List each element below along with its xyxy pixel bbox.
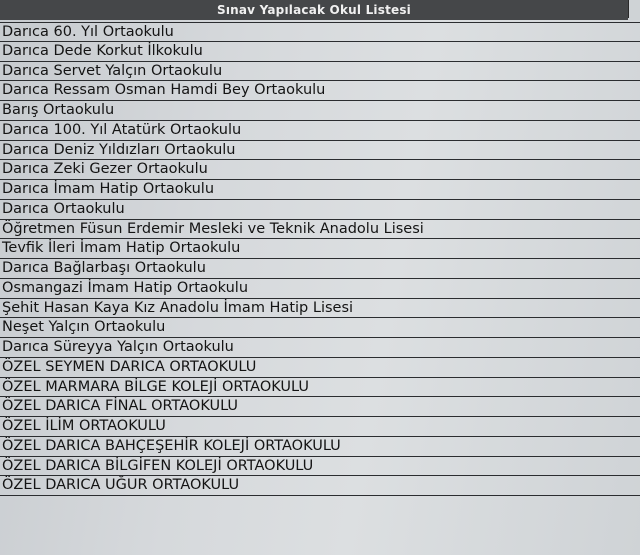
header-edge [628, 0, 640, 20]
school-list [0, 22, 640, 496]
school-row: ÖZEL DARICA UĞUR ORTAOKULU [0, 476, 640, 496]
school-row: Darıca Servet Yalçın Ortaokulu [0, 62, 640, 82]
school-row: ÖZEL SEYMEN DARICA ORTAOKULU [0, 358, 640, 378]
school-row: Darıca Deniz Yıldızları Ortaokulu [0, 141, 640, 161]
school-row: Tevfik İleri İmam Hatip Ortaokulu [0, 239, 640, 259]
school-row: ÖZEL DARICA BİLGİFEN KOLEJİ ORTAOKULU [0, 457, 640, 477]
school-row: Neşet Yalçın Ortaokulu [0, 318, 640, 338]
school-row: ÖZEL DARICA BAHÇEŞEHİR KOLEJİ ORTAOKULU [0, 437, 640, 457]
school-row: Darıca 60. Yıl Ortaokulu [0, 22, 640, 42]
school-row: Darıca Ortaokulu [0, 200, 640, 220]
school-row: Öğretmen Füsun Erdemir Mesleki ve Teknik Anadolu Lisesi [0, 220, 640, 240]
school-row: Osmangazi İmam Hatip Ortaokulu [0, 279, 640, 299]
school-row: Barış Ortaokulu [0, 101, 640, 121]
school-row: Darıca 100. Yıl Atatürk Ortaokulu [0, 121, 640, 141]
table-right-border [628, 0, 629, 18]
school-row: ÖZEL MARMARA BİLGE KOLEJİ ORTAOKULU [0, 378, 640, 398]
school-row: Darıca Zeki Gezer Ortaokulu [0, 160, 640, 180]
school-row: Darıca Bağlarbaşı Ortaokulu [0, 259, 640, 279]
school-row: Darıca Süreyya Yalçın Ortaokulu [0, 338, 640, 358]
school-row: ÖZEL DARICA FİNAL ORTAOKULU [0, 397, 640, 417]
school-row: Darıca Dede Korkut İlkokulu [0, 42, 640, 62]
school-row: Şehit Hasan Kaya Kız Anadolu İmam Hatip Lisesi [0, 299, 640, 319]
school-row: ÖZEL İLİM ORTAOKULU [0, 417, 640, 437]
school-row: Darıca İmam Hatip Ortaokulu [0, 180, 640, 200]
list-title: Sınav Yapılacak Okul Listesi [0, 0, 628, 20]
school-row: Darıca Ressam Osman Hamdi Bey Ortaokulu [0, 81, 640, 101]
